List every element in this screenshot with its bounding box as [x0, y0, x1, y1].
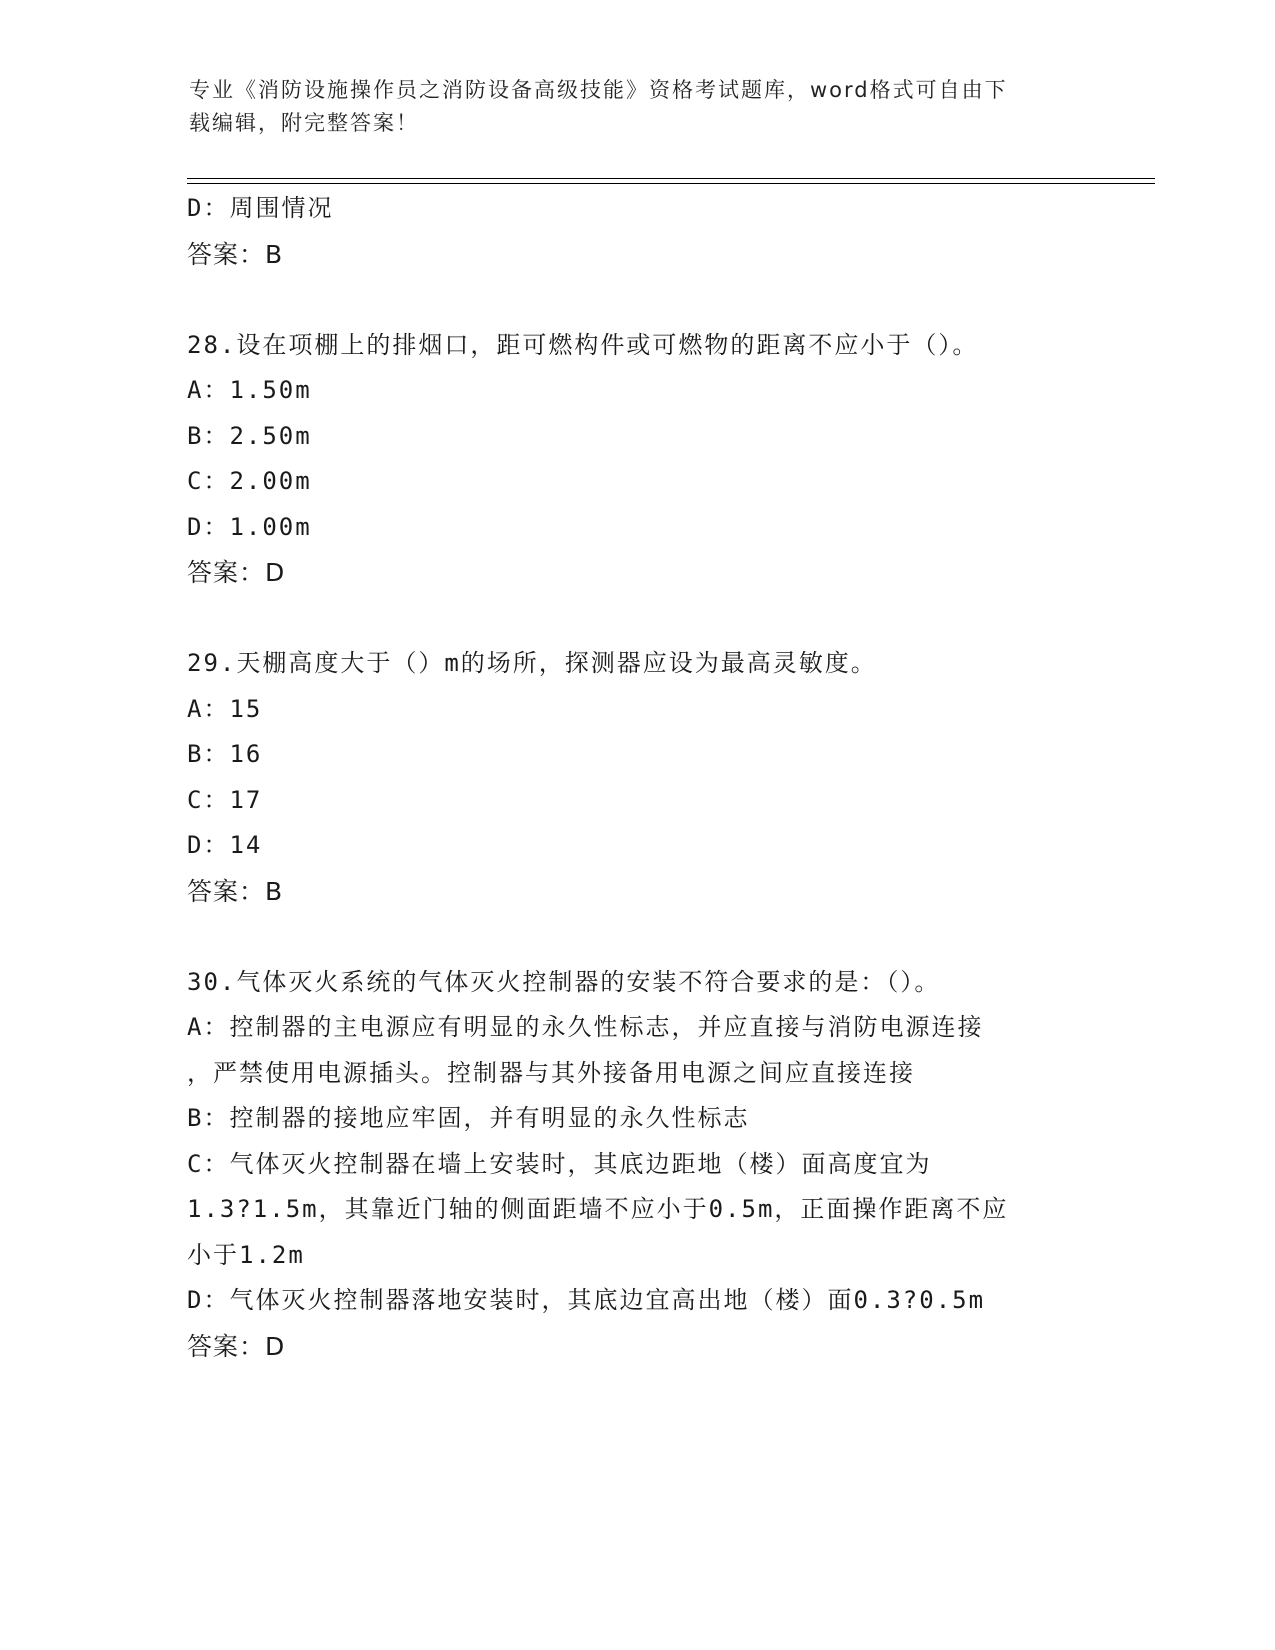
question-stem-30: 30.气体灭火系统的气体灭火控制器的安装不符合要求的是：（）。: [187, 967, 941, 996]
header-rule-top: [187, 178, 1155, 179]
header-line-1: 专业《消防设施操作员之消防设备高级技能》资格考试题库，word格式可自由下: [189, 78, 1008, 102]
answer-line: 答案：B: [187, 876, 284, 906]
option-d: D：1.00m: [187, 512, 312, 541]
answer-line: 答案：D: [187, 1331, 286, 1361]
option-b: B：16: [187, 740, 263, 768]
document-header: [189, 74, 1089, 140]
option-d: D：14: [187, 831, 263, 859]
option-c-continued: 小于1.2m: [187, 1240, 305, 1269]
option-d: D：气体灭火控制器落地安装时，其底边宜高出地（楼）面0.3?0.5m: [187, 1286, 986, 1314]
question-stem-29: 29.天棚高度大于（）m的场所，探测器应设为最高灵敏度。: [187, 649, 877, 677]
option-b: B：2.50m: [187, 421, 312, 450]
spacer: [187, 914, 1087, 960]
spacer: [187, 596, 1087, 642]
spacer: [187, 277, 1087, 323]
option-d: D：周围情况: [187, 194, 334, 222]
option-a: A：15: [187, 694, 263, 723]
option-c: C：17: [187, 785, 263, 814]
option-c: C：气体灭火控制器在墙上安装时，其底边距地（楼）面高度宜为: [187, 1149, 932, 1178]
answer-line: 答案：B: [187, 239, 284, 269]
option-a: A：控制器的主电源应有明显的永久性标志，并应直接与消防电源连接: [187, 1013, 984, 1041]
option-c-continued: 1.3?1.5m，其靠近门轴的侧面距墙不应小于0.5m，正面操作距离不应: [187, 1195, 1009, 1223]
option-b: B：控制器的接地应牢固，并有明显的永久性标志: [187, 1104, 750, 1132]
header-line-2: 载编辑，附完整答案！: [189, 111, 419, 135]
option-c: C：2.00m: [187, 467, 312, 495]
header-rule-bottom: [187, 183, 1155, 184]
question-stem-28: 28.设在项棚上的排烟口，距可燃构件或可燃物的距离不应小于（）。: [187, 330, 979, 359]
answer-line: 答案：D: [187, 558, 286, 587]
option-a-continued: ，严禁使用电源插头。控制器与其外接备用电源之间应直接连接: [187, 1058, 915, 1087]
question-list: [187, 186, 1087, 1369]
option-a: A：1.50m: [187, 376, 312, 404]
